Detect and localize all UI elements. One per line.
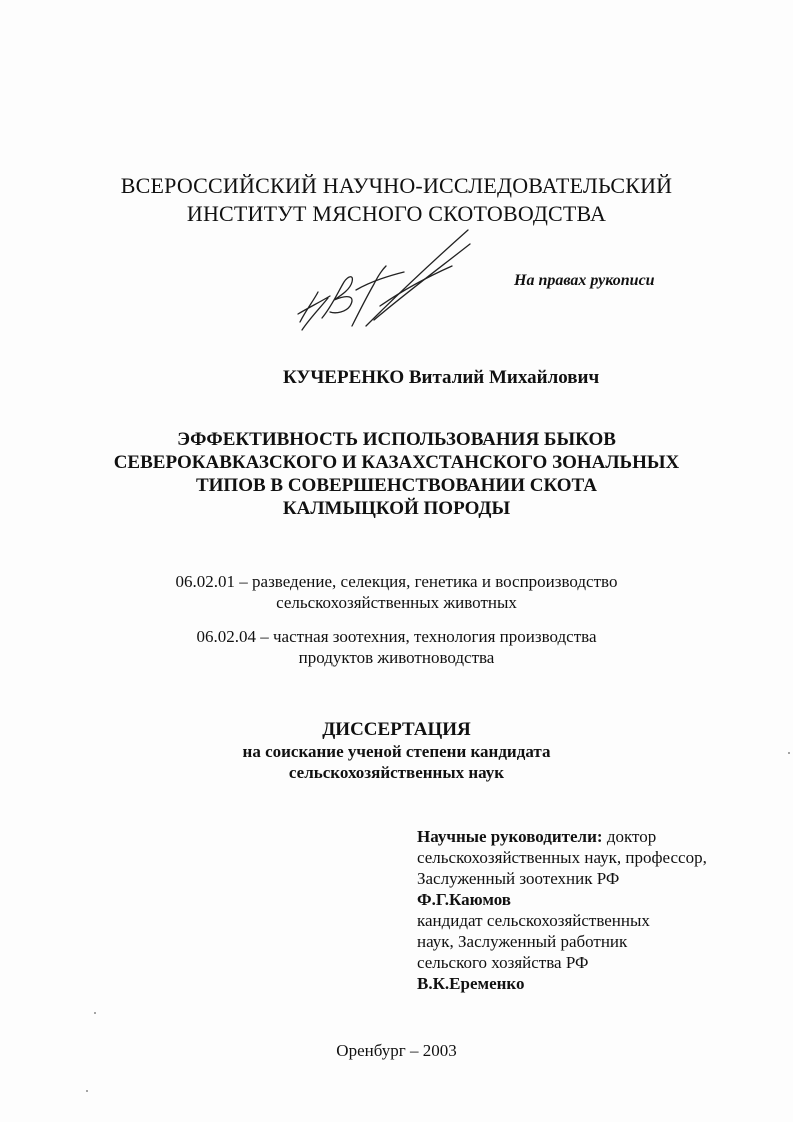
author-name: КУЧЕРЕНКО Виталий Михайлович: [283, 367, 600, 388]
specialty-2-line-1: 06.02.04 – частная зоотехния, технология производства: [196, 627, 597, 646]
advisor-1-name: Ф.Г.Каюмов: [417, 890, 511, 909]
title-line-3: ТИПОВ В СОВЕРШЕНСТВОВАНИИ СКОТА: [195, 475, 597, 496]
scan-speck: [94, 1012, 96, 1014]
manuscript-rights-note: На правах рукописи: [514, 272, 655, 289]
degree-description: [40, 741, 753, 783]
advisor-1-degree: сельскохозяйственных наук, профессор,: [417, 848, 707, 867]
institute-line-2: ИНСТИТУТ МЯСНОГО СКОТОВОДСТВА: [186, 201, 607, 226]
title-line-2: СЕВЕРОКАВКАЗСКОГО И КАЗАХСТАНСКОГО ЗОНАЛЬНЫХ: [113, 452, 680, 473]
city-year: Оренбург – 2003: [336, 1041, 457, 1060]
title-line-1: ЭФФЕКТИВНОСТЬ ИСПОЛЬЗОВАНИЯ БЫКОВ: [177, 429, 616, 450]
document-type-heading: ДИССЕРТАЦИЯ: [322, 719, 471, 740]
specialty-1-line-1: 06.02.01 – разведение, селекция, генетика и воспроизводство: [175, 572, 618, 591]
advisor-2-title-1: наук, Заслуженный работник: [417, 932, 628, 951]
advisor-2-name: В.К.Еременко: [417, 974, 525, 993]
degree-line-2: сельскохозяйственных наук: [288, 763, 505, 782]
advisor-1-title: Заслуженный зоотехник РФ: [417, 869, 620, 888]
scan-speck: [86, 1090, 88, 1092]
specialty-1-line-2: сельскохозяйственных животных: [276, 593, 517, 612]
institute-name: [40, 172, 753, 228]
degree-line-1: на соискание ученой степени кандидата: [242, 742, 551, 761]
scan-speck: [788, 752, 790, 754]
title-line-4: КАЛМЫЦКОЙ ПОРОДЫ: [282, 498, 511, 519]
dissertation-title: [40, 428, 753, 520]
scientific-advisors: [417, 826, 707, 994]
specialty-2: [40, 626, 753, 668]
specialty-1: [40, 571, 753, 613]
institute-line-1: ВСЕРОССИЙСКИЙ НАУЧНО-ИССЛЕДОВАТЕЛЬСКИЙ: [120, 173, 673, 198]
advisor-2-title-2: сельского хозяйства РФ: [417, 953, 589, 972]
advisor-2-degree: кандидат сельскохозяйственных: [417, 911, 650, 930]
advisors-line-1: [417, 826, 707, 847]
handwritten-signature: [292, 226, 477, 338]
advisors-label: Научные руководители:: [417, 827, 603, 846]
advisor-1-degree-start: доктор: [602, 827, 657, 846]
specialty-2-line-2: продуктов животноводства: [298, 648, 495, 667]
